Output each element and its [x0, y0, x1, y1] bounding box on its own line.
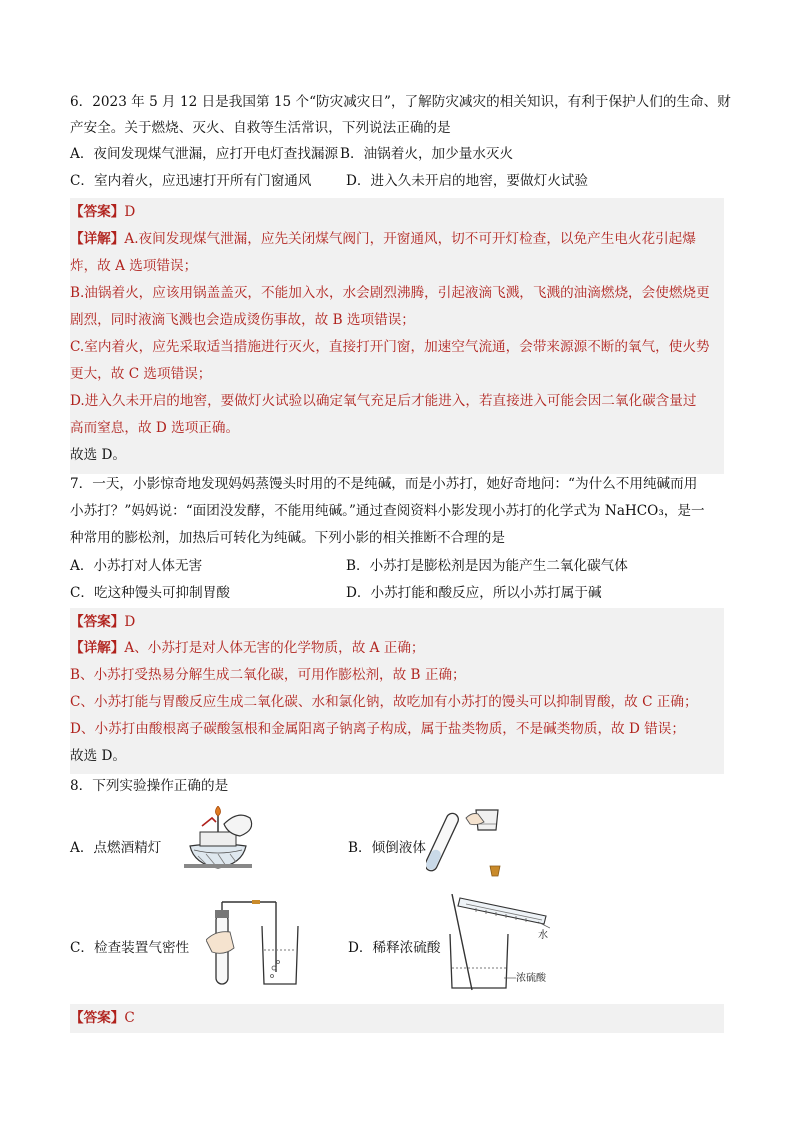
q6-stem-line2: 产安全。关于燃烧、灭火、自救等生活常识，下列说法正确的是	[70, 120, 451, 136]
q7-option-b: B．小苏打是膨松剂是因为能产生二氧化碳气体	[346, 558, 628, 574]
q6-conclusion: 故选 D。	[70, 447, 127, 463]
concentrated-sulfuric-acid-label: 浓硫酸	[516, 973, 546, 984]
q7-answer	[70, 612, 135, 632]
q6-detail-line: 炸，故 A 选项错误；	[70, 258, 198, 274]
q7-conclusion: 故选 D。	[70, 748, 127, 764]
q7-option-d: D．小苏打能和酸反应，所以小苏打属于碱	[346, 585, 602, 601]
q8-solution-box	[70, 1004, 724, 1033]
pouring-liquid-figure	[426, 802, 506, 882]
q6-detail-line: 剧烈，同时液滴飞溅也会造成烫伤事故，故 B 选项错误；	[70, 312, 415, 328]
q6-answer	[70, 202, 135, 222]
q6-detail-line: D.进入久未开启的地窖，要做灯火试验以确定氧气充足后才能进入，若直接进入可能会因二氧化碳含量过	[70, 393, 697, 409]
q6-detail-line	[70, 229, 696, 249]
q6-option-b: B．油锅着火，加少量水灭火	[340, 146, 514, 162]
answer-value: C	[124, 1010, 135, 1026]
q8-answer	[70, 1008, 135, 1028]
answer-tag: 【答案】	[70, 204, 125, 220]
q7-detail-line: B、小苏打受热易分解生成二氧化碳，可用作膨松剂，故 B 正确；	[70, 667, 466, 683]
q7-stem-line1: 7．一天，小影惊奇地发现妈妈蒸馒头时用的不是纯碱，而是小苏打，她好奇地问：“为什么不用纯碱而用	[70, 476, 698, 492]
q7-detail-line	[70, 638, 425, 658]
q6-detail-line: 高而窒息，故 D 选项正确。	[70, 420, 240, 436]
water-label: 水	[538, 930, 548, 941]
diluting-sulfuric-acid-figure	[446, 894, 550, 994]
q7-detail-line: D、小苏打由酸根离子碳酸氢根和金属阳离子钠离子构成，属于盐类物质，不是碱类物质，故 D 错误；	[70, 721, 685, 737]
answer-tag: 【答案】	[70, 614, 125, 630]
q8-option-d: D．稀释浓硫酸	[348, 940, 441, 956]
q6-detail-line: 更大，故 C 选项错误；	[70, 366, 212, 382]
q7-option-a: A．小苏打对人体无害	[70, 558, 203, 574]
detail-text: A、小苏打是对人体无害的化学物质，故 A 正确；	[124, 640, 425, 656]
q6-detail-line: C.室内着火，应先采取适当措施进行灭火，直接打开门窗，加速空气流通，会带来源源不断的氧气，使火势	[70, 339, 710, 355]
q6-detail-line: B.油锅着火，应该用锅盖盖灭，不能加入水，水会剧烈沸腾，引起液滴飞溅，飞溅的油滴燃烧，会使燃烧更	[70, 285, 710, 301]
airtightness-check-figure	[206, 896, 302, 992]
detail-text: A.夜间发现煤气泄漏，应先关闭煤气阀门，开窗通风，切不可开灯检查，以免产生电火花引起爆	[124, 231, 696, 247]
detail-tag: 【详解】	[70, 640, 125, 656]
detail-tag: 【详解】	[70, 231, 125, 247]
q8-option-c: C．检查装置气密性	[70, 940, 190, 956]
q7-solution-box	[70, 608, 724, 774]
answer-value: D	[124, 614, 136, 630]
q7-stem-line3: 种常用的膨松剂，加热后可转化为纯碱。下列小影的相关推断不合理的是	[70, 530, 505, 546]
answer-tag: 【答案】	[70, 1010, 125, 1026]
q8-stem: 8．下列实验操作正确的是	[70, 778, 229, 794]
answer-value: D	[124, 204, 136, 220]
q6-option-a: A．夜间发现煤气泄漏，应打开电灯查找漏源	[70, 146, 339, 162]
q6-option-d: D．进入久未开启的地窖，要做灯火试验	[346, 173, 588, 189]
q8-option-a: A．点燃酒精灯	[70, 840, 162, 856]
q6-stem-line1: 6．2023 年 5 月 12 日是我国第 15 个“防灾减灾日”，了解防灾减灾的相关知识，有利于保护人们的生命、财	[70, 94, 731, 110]
q7-option-c: C．吃这种馒头可抑制胃酸	[70, 585, 230, 601]
q7-stem-line2: 小苏打？”妈妈说：“面团没发酵，不能用纯碱。”通过查阅资料小影发现小苏打的化学式为 NaHCO₃，是一	[70, 503, 705, 519]
q7-detail-line: C、小苏打能与胃酸反应生成二氧化碳、水和氯化钠，故吃加有小苏打的馒头可以抑制胃酸，故 C 正确；	[70, 694, 698, 710]
q8-option-b: B．倾倒液体	[348, 840, 426, 856]
q6-option-c: C．室内着火，应迅速打开所有门窗通风	[70, 173, 312, 189]
lighting-alcohol-lamp-figure	[176, 806, 260, 872]
